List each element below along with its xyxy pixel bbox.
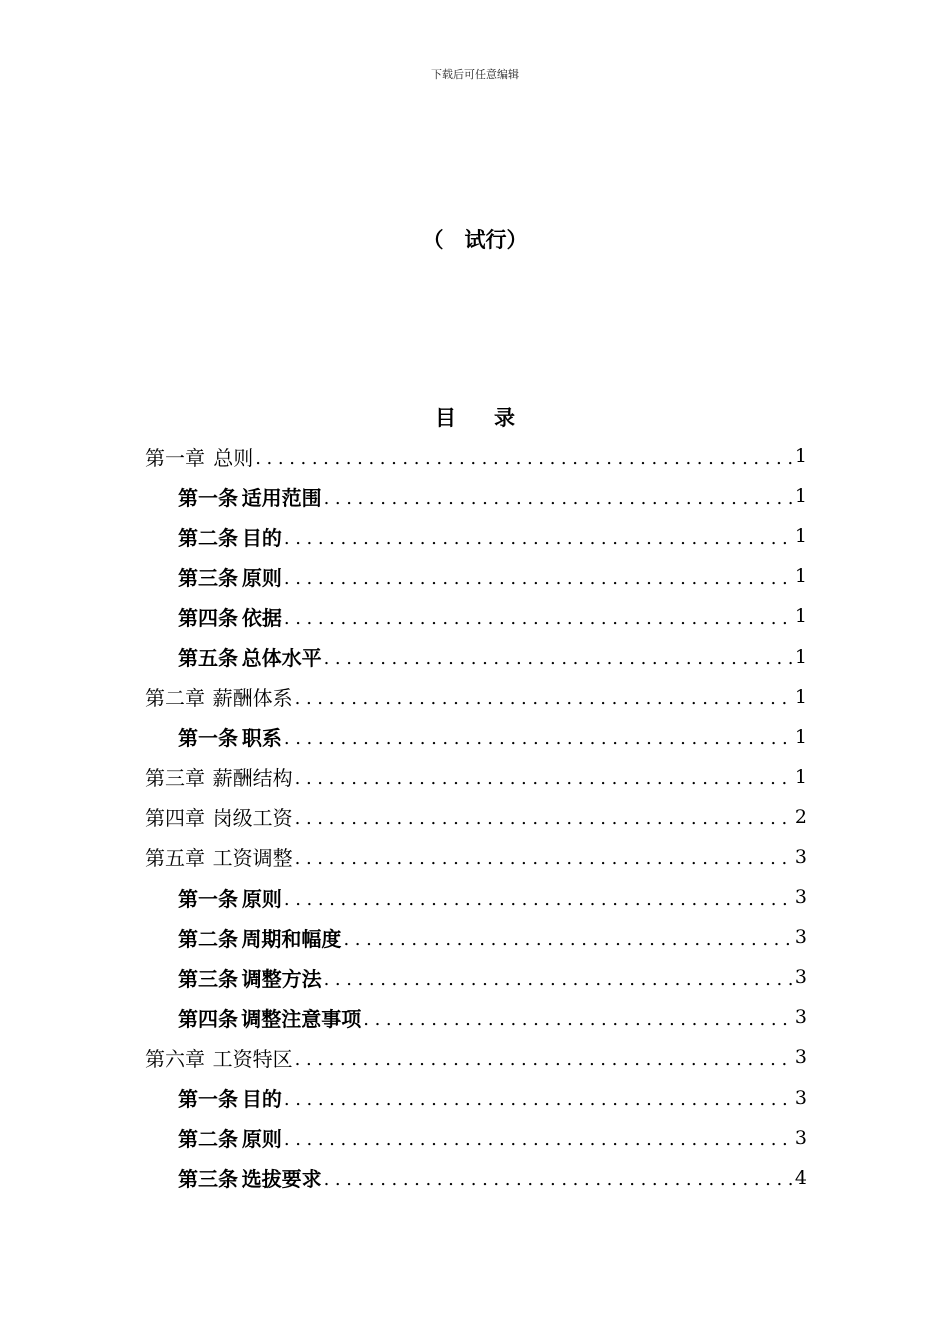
toc-article-entry[interactable] bbox=[145, 957, 807, 997]
toc-page-number: 3 bbox=[794, 1006, 807, 1029]
toc-article-entry[interactable] bbox=[145, 997, 807, 1037]
toc-entry-title: 原则 bbox=[241, 1127, 282, 1152]
toc-dot-leader bbox=[293, 768, 793, 789]
toc-title: 目录 bbox=[435, 406, 553, 430]
toc-entry-number: 第二条 bbox=[178, 1127, 238, 1152]
toc-entry-title: 工资特区 bbox=[212, 1046, 293, 1071]
toc-dot-leader bbox=[322, 1169, 793, 1190]
toc-dot-leader bbox=[322, 648, 793, 669]
toc-entry-number: 第三章 bbox=[145, 766, 205, 791]
toc-chapter-entry[interactable] bbox=[145, 436, 807, 476]
toc-dot-leader bbox=[282, 608, 793, 629]
toc-dot-leader bbox=[322, 488, 793, 509]
toc-dot-leader bbox=[293, 1049, 793, 1070]
toc-entry-title: 职系 bbox=[241, 726, 282, 751]
toc-entry-number: 第一条 bbox=[178, 1087, 238, 1112]
toc-page-number: 1 bbox=[794, 765, 807, 788]
toc-entry-number: 第二章 bbox=[145, 686, 205, 711]
toc-entry-title: 目的 bbox=[241, 1087, 282, 1112]
toc-entry-title: 目的 bbox=[241, 525, 282, 550]
toc-entry-title: 周期和幅度 bbox=[241, 926, 342, 951]
toc-entry-number: 第三条 bbox=[178, 966, 238, 991]
toc-dot-leader bbox=[282, 889, 793, 910]
toc-entry-title: 原则 bbox=[241, 565, 282, 590]
table-of-contents bbox=[145, 436, 807, 1198]
toc-dot-leader bbox=[322, 969, 793, 990]
toc-page-number: 1 bbox=[794, 605, 807, 628]
toc-page-number: 3 bbox=[794, 1046, 807, 1069]
toc-dot-leader bbox=[293, 848, 793, 869]
toc-entry-number: 第一条 bbox=[178, 886, 238, 911]
toc-entry-number: 第二条 bbox=[178, 926, 238, 951]
toc-entry-number: 第三条 bbox=[178, 1167, 238, 1192]
toc-entry-title: 依据 bbox=[241, 605, 282, 630]
toc-entry-title: 原则 bbox=[241, 886, 282, 911]
toc-page-number: 3 bbox=[794, 966, 807, 989]
toc-entry-number: 第六章 bbox=[145, 1046, 205, 1071]
toc-article-entry[interactable] bbox=[145, 556, 807, 596]
toc-entry-title: 选拔要求 bbox=[241, 1167, 322, 1192]
toc-page-number: 3 bbox=[794, 845, 807, 868]
toc-entry-number: 第一条 bbox=[178, 485, 238, 510]
toc-entry-title: 适用范围 bbox=[241, 485, 322, 510]
toc-entry-number: 第四条 bbox=[178, 1006, 238, 1031]
toc-entry-number: 第三条 bbox=[178, 565, 238, 590]
toc-entry-number: 第五条 bbox=[178, 646, 238, 671]
toc-article-entry[interactable] bbox=[145, 636, 807, 676]
toc-page-number: 1 bbox=[794, 645, 807, 668]
toc-article-entry[interactable] bbox=[145, 516, 807, 556]
toc-page-number: 3 bbox=[794, 926, 807, 949]
toc-dot-leader bbox=[282, 528, 793, 549]
toc-page-number: 3 bbox=[794, 1086, 807, 1109]
toc-page-number: 1 bbox=[794, 685, 807, 708]
toc-dot-leader bbox=[293, 808, 793, 829]
toc-chapter-entry[interactable] bbox=[145, 837, 807, 877]
toc-dot-leader bbox=[282, 1089, 793, 1110]
toc-article-entry[interactable] bbox=[145, 1118, 807, 1158]
toc-entry-number: 第五章 bbox=[145, 846, 205, 871]
toc-chapter-entry[interactable] bbox=[145, 677, 807, 717]
toc-chapter-entry[interactable] bbox=[145, 797, 807, 837]
toc-article-entry[interactable] bbox=[145, 1158, 807, 1198]
toc-page-number: 4 bbox=[794, 1166, 807, 1189]
toc-entry-number: 第二条 bbox=[178, 525, 238, 550]
toc-page-number: 1 bbox=[794, 725, 807, 748]
toc-dot-leader bbox=[253, 448, 793, 469]
toc-entry-number: 第一章 bbox=[145, 445, 205, 470]
toc-chapter-entry[interactable] bbox=[145, 757, 807, 797]
toc-entry-number: 第四章 bbox=[145, 806, 205, 831]
toc-page-number: 1 bbox=[794, 445, 807, 468]
toc-entry-title: 薪酬结构 bbox=[212, 766, 293, 791]
toc-dot-leader bbox=[282, 728, 793, 749]
toc-entry-number: 第四条 bbox=[178, 605, 238, 630]
toc-article-entry[interactable] bbox=[145, 717, 807, 757]
toc-chapter-entry[interactable] bbox=[145, 1037, 807, 1077]
toc-page-number: 1 bbox=[794, 485, 807, 508]
toc-entry-title: 调整方法 bbox=[241, 966, 322, 991]
toc-article-entry[interactable] bbox=[145, 1078, 807, 1118]
toc-dot-leader bbox=[282, 1129, 793, 1150]
toc-article-entry[interactable] bbox=[145, 877, 807, 917]
toc-dot-leader bbox=[341, 929, 792, 950]
toc-article-entry[interactable] bbox=[145, 917, 807, 957]
toc-dot-leader bbox=[282, 568, 793, 589]
toc-page-number: 3 bbox=[794, 1126, 807, 1149]
toc-page-number: 1 bbox=[794, 525, 807, 548]
toc-entry-number: 第一条 bbox=[178, 726, 238, 751]
toc-entry-title: 调整注意事项 bbox=[241, 1006, 362, 1031]
toc-entry-title: 岗级工资 bbox=[212, 806, 293, 831]
toc-entry-title: 薪酬体系 bbox=[212, 686, 293, 711]
header-note: 下载后可任意编辑 bbox=[431, 68, 519, 81]
toc-article-entry[interactable] bbox=[145, 476, 807, 516]
toc-article-entry[interactable] bbox=[145, 596, 807, 636]
toc-page-number: 2 bbox=[794, 805, 807, 828]
toc-dot-leader bbox=[361, 1009, 793, 1030]
toc-page-number: 1 bbox=[794, 565, 807, 588]
toc-page-number: 3 bbox=[794, 886, 807, 909]
toc-dot-leader bbox=[293, 688, 793, 709]
toc-entry-title: 总体水平 bbox=[241, 646, 322, 671]
document-subtitle: （ 试行） bbox=[422, 228, 528, 252]
toc-entry-title: 总则 bbox=[213, 445, 254, 470]
toc-entry-title: 工资调整 bbox=[212, 846, 293, 871]
